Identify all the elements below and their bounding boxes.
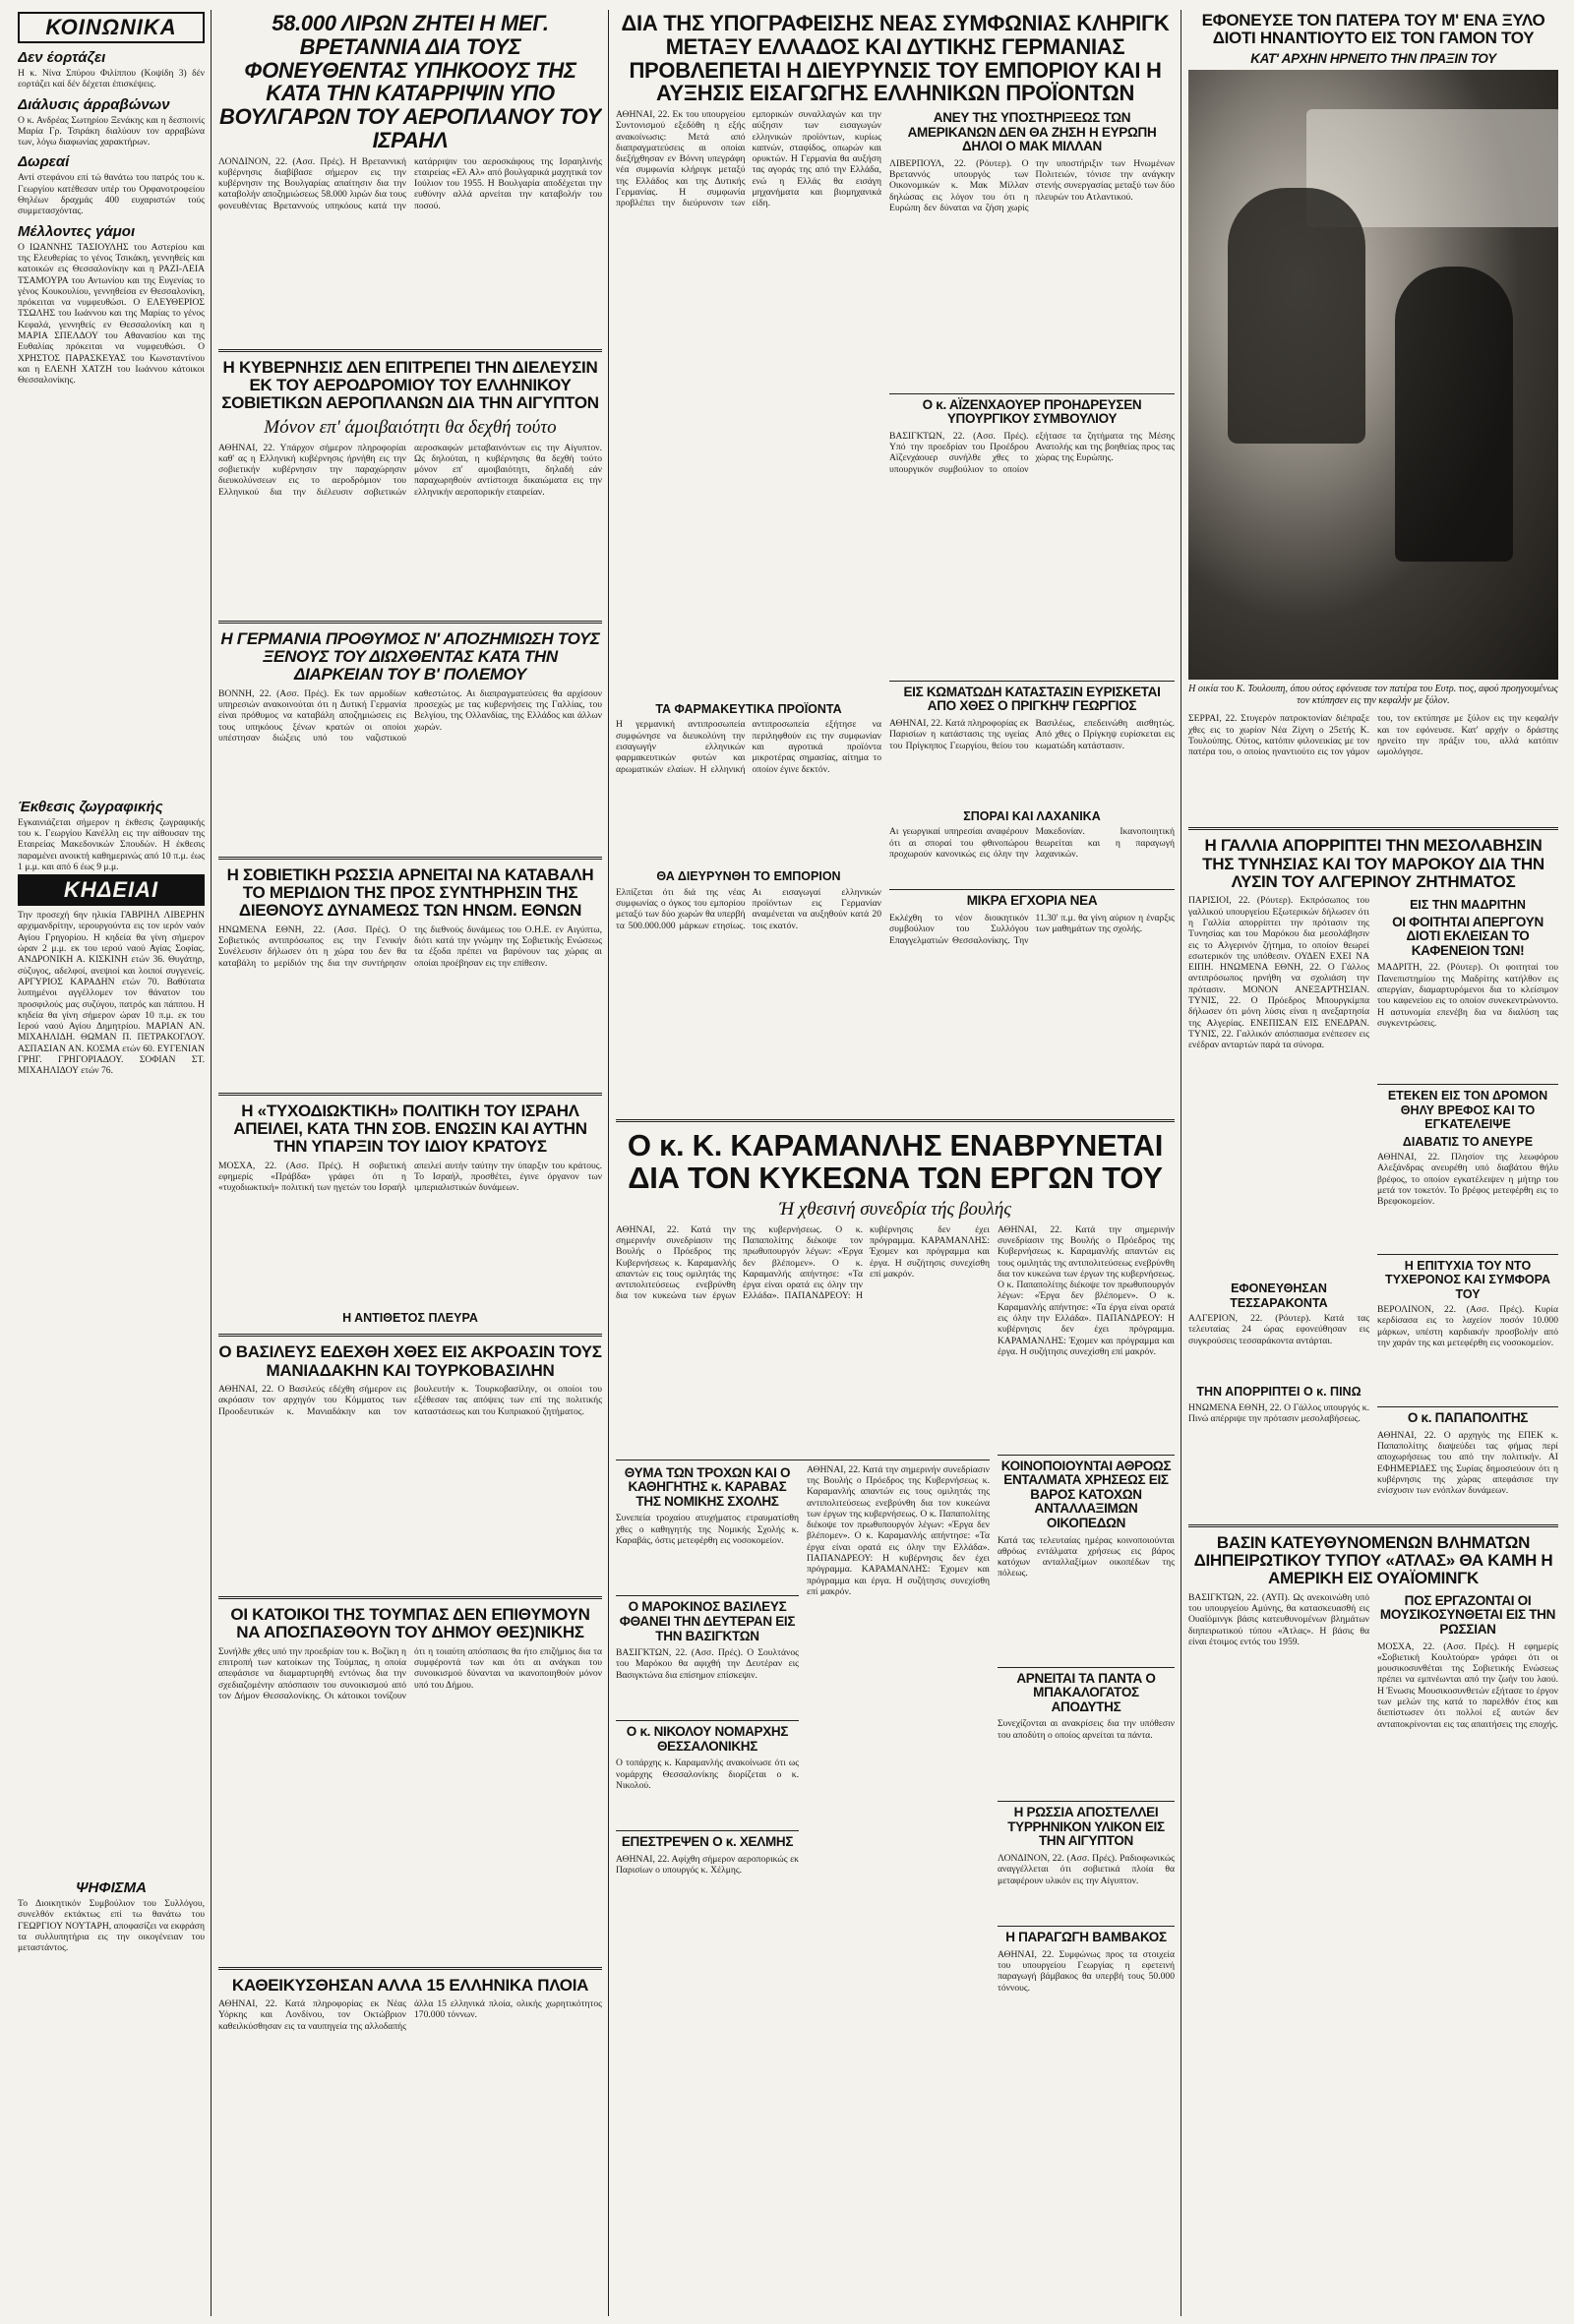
article (218, 864, 602, 1087)
article-body: Συνεχίζονται αι ανακρίσεις δια την υπόθεσιν του αποδύτη ο οποίος αρνείται τα πάντα. (998, 1718, 1175, 1741)
section-text: Ο κ. Ανδρέας Σωτηρίου Ξενάκης και η δεσποινίς Μαρία Γρ. Τσιράκη διαλύουν τον αρραβώνα των, λόγω διαφωνίας χαρακτήρων. (18, 114, 205, 149)
section-heading: Δεν έορτάζει (18, 49, 106, 66)
article-body: ΠΑΡΙΣΙΟΙ, 22. (Ρόυτερ). Εκπρόσωπος του γαλλικού υπουργείου Εξωτερικών δήλωσεν ότι η Γαλλία απορρίπτει την πρότασιν της Τυνησίας και του Μαρόκου δια μεσολάβησιν εις το Αλγερινόν ζήτημα, το οποίον θεωρεί εσωτερικόν της υπόθεσιν. ΟΥΔΕΝ ΕΧΕΙ ΝΑ ΕΙΠΗ. ΗΝΩΜΕΝΑ ΕΘΝΗ, 22. Ο Γάλλος αντιπρόσωπος ηρνήθη να σχολιάση την πρότασιν. ΜΟΝΟΝ ΑΝΕΞΑΡΤΗΣΙΑΝ. ΤΥΝΙΣ, 22. Ο Πρόεδρος Μπουργκίμπα δήλωσεν ότι μόνη λύσις είναι η ανεξαρτησία της Αλγερίας. ΕΝΕΠΙΣΑΝ ΕΙΣ ΕΝΕΔΡΑΝ. ΤΥΝΙΣ, 22. Γαλλικόν απόσπασμα ενέπεσεν εις ενέδραν ανταρτών παρά τα σύνορα. (1188, 895, 1369, 1051)
article-body: ΑΘΗΝΑΙ, 22. Ο Βασιλεύς εδέχθη σήμερον εις ακρόασιν τον αρχηγόν του Κόμματος των Προοδευτικών κ. Μανιαδάκην και τον βουλευτήν κ. Τουρκοβασίλην, οι οποίοι του εξέθεσαν τας απόψεις των επί της πολιτικής καταστάσεως και του Κυπριακού ζητήματος. (218, 1383, 602, 1417)
photo-caption: Η οικία του Κ. Τουλουπη, όπου ούτος εφόνευσε τον πατέρα του Ευτρ. τιος, αφού προηγουμένως τον κτύπησεν εις την κεφαλήν με ξύλον. (1188, 684, 1558, 707)
article-body: ΑΘΗΝΑΙ, 22. Πλησίον της λεωφόρου Αλεξάνδρας ανευρέθη υπό διαβάτου θήλυ βρέφος, το οποίον εγκατέλειψεν η μήτηρ του μετά τον τοκετόν. Το βρέφος μετεφέρθη εις το Βρεφοκομείον. (1377, 1151, 1558, 1208)
article-body-continued: ΑΘΗΝΑΙ, 22. Κατά την σημερινήν συνεδρίασιν της Βουλής ο Πρόεδρος της Κυβερνήσεως κ. Καραμανλής απαντών εις τους ομιλητάς της αντιπολιτεύσεως ενεβρύνθη δια τον κυκεώνα των έργων της κυβερνήσεως. Ο κ. Παπαπολίτης διέκοψε τον πρωθυπουργόν λέγων: «Έργα δεν βλέπομεν». Ο κ. Καραμανλής απήντησε: «Τα έργα είναι ορατά εις όλην την Ελλάδα». ΠΑΠΑΝΔΡΕΟΥ: Η κυβέρνησις δεν έχει πρόγραμμα. ΚΑΡΑΜΑΝΛΗΣ: Έχομεν και πρόγραμμα και έργα. Η συζήτησις συνεχίσθη επί μακρόν. (998, 1223, 1175, 1357)
article (218, 10, 602, 343)
article-body: ΛΙΒΕΡΠΟΥΛ, 22. (Ρόυτερ). Ο Βρεταννός υπουργός των Οικονομικών κ. Μακ Μίλλαν δηλώσας εις λόγον του ότι η Ευρώπη δεν δύναται να ζήση χωρίς την υποστήριξιν των Ηνωμένων Πολιτειών, τόνισε την ανάγκην στενής συνεργασίας μεταξύ των δύο πλευρών του Ατλαντικού. (889, 157, 1175, 213)
article-body: ΣΕΡΡΑΙ, 22. Στυγερόν πατροκτονίαν διέπραξε χθες εις το χωρίον Νέα Ζίχνη ο 25ετής Κ. Τουλούπης. Ούτος, κατόπιν φιλονεικίας με τον πατέρα του, ο οποίος ηναντιούτο εις τον γάμον του, τον εκτύπησε με ξύλον εις την κεφαλήν και τον εφόνευσε. Κατ' αρχήν ο δράστης ηρνείτο την πράξιν του, αλλά κατόπιν ωμολόγησε. (1188, 713, 1558, 758)
headline: ΕΦΟΝΕΥΣΕ ΤΟΝ ΠΑΤΕΡΑ ΤΟΥ Μ' ΕΝΑ ΞΥΛΟ ΔΙΟΤΙ ΗΝΑΝΤΙΟΥΤΟ ΕΙΣ ΤΟΝ ΓΑΜΟΝ ΤΟΥ (1201, 11, 1545, 48)
section-heading: Διάλυσις άρραβώνων (18, 95, 170, 113)
headline: ΟΙ ΦΟΙΤΗΤΑΙ ΑΠΕΡΓΟΥΝ ΔΙΟΤΙ ΕΚΛΕΙΣΑΝ ΤΟ ΚΑΦΕΝΕΙΟΝ ΤΩΝ! (1392, 914, 1544, 958)
article-body: ΒΑΣΙΓΚΤΩΝ, 22. (Ασσ. Πρές). Υπό την προεδρίαν του Προέδρου Αϊζενχάουερ συνήλθε χθες το υπουργικόν συμβούλιον το οποίον εξήτασε τα ζητήματα της Μέσης Ανατολής και της βοηθείας προς τας χώρας της Ευρώπης. (889, 430, 1175, 475)
article-body: ΑΘΗΝΑΙ, 22. Συμφώνως προς τα στοιχεία του υπουργείου Γεωργίας η εφετεινή παραγωγή βάμβακος θα υπερβή τους 50.000 τόννους. (998, 1948, 1175, 1994)
headline: ΟΙ ΚΑΤΟΙΚΟΙ ΤΗΣ ΤΟΥΜΠΑΣ ΔΕΝ ΕΠΙΘΥΜΟΥΝ ΝΑ ΑΠΟΣΠΑΣΘΟΥΝ ΤΟΥ ΔΗΜΟΥ ΘΕΣ)ΝΙΚΗΣ (230, 1604, 590, 1642)
koinonika-banner: ΚΟΙΝΩΝΙΚΑ (18, 12, 205, 43)
headline: ΚΟΙΝΟΠΟΙΟΥΝΤΑΙ ΑΘΡΟΩΣ ΕΝΤΑΛΜΑΤΑ ΧΡΗΣΕΩΣ ΕΙΣ ΒΑΡΟΣ ΚΑΤΟΧΩΝ ΑΝΤΑΛΛΑΞΙΜΩΝ ΟΙΚΟΠΕΔΩΝ (1000, 1458, 1172, 1530)
headline: ΑΝΕΥ ΤΗΣ ΥΠΟΣΤΗΡΙΞΕΩΣ ΤΩΝ ΑΜΕΡΙΚΑΝΩΝ ΔΕΝ ΘΑ ΖΗΣΗ Η ΕΥΡΩΠΗ ΔΗΛΟΙ Ο ΜΑΚ ΜΙΛΛΑΝ (907, 110, 1157, 154)
box-heading: Η ΕΠΙΤΥΧΙΑ ΤΟΥ ΝΤΟ ΤΥΧΕΡΟΝΟΣ ΚΑΙ ΣΥΜΦΟΡΑ ΤΟΥ (1384, 1258, 1551, 1301)
headline: Η ΓΑΛΛΙΑ ΑΠΟΡΡΙΠΤΕΙ ΤΗΝ ΜΕΣΟΛΑΒΗΣΙΝ ΤΗΣ ΤΥΝΗΣΙΑΣ ΚΑΙ ΤΟΥ ΜΑΡΟΚΟΥ ΔΙΑ ΤΗΝ ΛΥΣΙΝ ΤΟΥ ΑΛΓΕΡΙΝΟΥ ΖΗΤΗΜΑΤΟΣ (1202, 836, 1544, 892)
headline: Η ΓΕΡΜΑΝΙΑ ΠΡΟΘΥΜΟΣ Ν' ΑΠΟΖΗΜΙΩΣΗ ΤΟΥΣ ΞΕΝΟΥΣ ΤΟΥ ΔΙΩΧΘΕΝΤΑΣ ΚΑΤΑ ΤΗΝ ΔΙΑΡΚΕΙΑΝ ΤΟΥ Β' ΠΟΛΕΜΟΥ (220, 628, 600, 685)
section-text: Το Διοικητικόν Συμβούλιον του Συλλόγου, συνελθόν εκτάκτως επί τω θανάτω του ΓΕΩΡΓΙΟΥ ΝΟΥΤΑΡΗ, αποφασίζει να εκφράση τα συλλυπητήρια εις την οικογένειαν του μεταστάντος. (18, 1898, 205, 1954)
article-body: Εκλέχθη το νέον διοικητικόν συμβούλιον του Συλλόγου Επαγγελματιών Θεσσαλονίκης. Την 11.30' π.μ. θα γίνη αύριον η έναρξις των μαθημάτων της σχολής. (889, 913, 1175, 946)
box-subheading: ΔΙΑΒΑΤΙΣ ΤΟ ΑΝΕΥΡΕ (1402, 1134, 1534, 1149)
article-body: ΒΕΡΟΛΙΝΟΝ, 22. (Ασσ. Πρές). Κυρία κερδίσασα εις το λαχείον ποσόν 10.000 μάρκων, υπέστη καρδιακήν προσβολήν από την χαράν της και μετεφέρθη εις νοσοκομείον. (1377, 1304, 1558, 1348)
headline: ΘΥΜΑ ΤΩΝ ΤΡΟΧΩΝ ΚΑΙ Ο ΚΑΘΗΓΗΤΗΣ κ. ΚΑΡΑΒΑΣ ΤΗΣ ΝΟΜΙΚΗΣ ΣΧΟΛΗΣ (624, 1464, 791, 1509)
article-body: Συνήλθε χθες υπό την προεδρίαν του κ. Βοζίκη η επιτροπή των κατοίκων της Τούμπας, η οποία απεφάσισε να διαμαρτυρηθή εντόνως δια την σχεδιαζομένην απόσπασιν του συνοικισμού από τον Δήμον Θεσσαλονίκης. Οι κάτοικοι τονίζουν ότι η τοιαύτη απόσπασις θα ήτο επιζήμιος δια τα συμφέροντά των και ότι αι ανάγκαι του συνοικισμού δύνανται να ικανοποιηθούν μόνον υπό του Δήμου. (218, 1645, 602, 1701)
column-main-news (616, 10, 1175, 2024)
article-body: ΑΘΗΝΑΙ, 22. Αφίχθη σήμερον αεροπορικώς εκ Παρισίων ο υπουργός κ. Χέλμης. (616, 1853, 799, 1877)
article-body: ΒΟΝΝΗ, 22. (Ασσ. Πρές). Εκ των αρμοδίων υπηρεσιών ανακοινούται ότι η Δυτική Γερμανία είναι πρόθυμος να καταβάλη αποζημιώσεις εις τους υπηκόους ξένων κρατών οι οποίοι υπέστησαν διώξεις υπό του ναζιστικού καθεστώτος. Αι διαπραγματεύσεις θα αρχίσουν προσεχώς με τας κυβερνήσεις της Γαλλίας, του Βελγίου, της Ολλανδίας, της Ελλάδος και άλλων χωρών. (218, 687, 602, 744)
article (218, 1341, 602, 1590)
article-body: Αι γεωργικαί υπηρεσίαι αναφέρουν ότι αι σποραί του φθινοπώρου προχωρούν κανονικώς εις όλην την Μακεδονίαν. Ικανοποιητική θεωρείται και η παραγωγή λαχανικών. (889, 826, 1175, 861)
article-body: ΑΘΗΝΑΙ, 22. Υπάρχον σήμερον πληροφορίαι καθ' ας η Ελληνική κυβέρνησις ήρνήθη εις την σοβιετικήν κυβέρνησιν την παραχώρησιν διευκολύνσεων εις το αεροδρόμιον του Ελληνικού δια την διέλευσιν σοβιετικών αεροσκαφών μεταβαινόντων εις την Αίγυπτον. Ως δηλούται, η κυβέρνησις θα δεχθή τούτο μόνον επ' αμοιβαιότητι, δηλαδή εάν παραχωρηθούν αντίστοιχα δικαιώματα εις την ελληνικήν αεροπορικήν εταιρείαν. (218, 442, 602, 498)
headline: ΒΑΣΙΝ ΚΑΤΕΥΘΥΝΟΜΕΝΩΝ ΒΛΗΜΑΤΩΝ ΔΙΗΠΕΙΡΩΤΙΚΟΥ ΤΥΠΟΥ «ΑΤΛΑΣ» ΘΑ ΚΑΜΗ Η ΑΜΕΡΙΚΗ ΕΙΣ ΟΥΑΪΟΜΙΝΓΚ (1193, 1532, 1553, 1588)
article-body: Ελπίζεται ότι διά της νέας συμφωνίας ο όγκος του εμπορίου μεταξύ των δύο χωρών θα υπερβή τα 500.000.000 μάρκων ετησίως. Αι εισαγωγαί ελληνικών προϊόντων εις Γερμανίαν αναμένεται να αυξηθούν κατά 20 τοις εκατόν. (616, 886, 881, 931)
headline: ΚΑΘΕΙΚΥΣΘΗΣΑΝ ΑΛΛΑ 15 ΕΛΛΗΝΙΚΑ ΠΛΟΙΑ (231, 1975, 589, 1995)
news-photo (1188, 70, 1558, 680)
subsection-heading: ΤΗΝ ΑΠΟΡΡΙΠΤΕΙ Ο κ. ΠΙΝΩ (1196, 1385, 1362, 1400)
article-body: Ο τοπάρχης κ. Καραμανλής ανακοίνωσε ότι ως νομάρχης Θεσσαλονίκης διορίζεται ο κ. Νικολού. (616, 1758, 799, 1791)
box-heading: ΕΙΣ ΤΗΝ ΜΑΔΡΙΤΗΝ (1410, 898, 1526, 913)
headline: ΠΟΣ ΕΡΓΑΖΟΝΤΑΙ ΟΙ ΜΟΥΣΙΚΟΣΥΝΘΕΤΑΙ ΕΙΣ ΤΗΝ ΡΩΣΣΙΑΝ (1379, 1592, 1556, 1637)
headline: ΕΠΕΣΤΡΕΨΕΝ Ο κ. ΧΕΛΜΗΣ (621, 1834, 794, 1850)
article-body: ΑΘΗΝΑΙ, 22. Κατά πληροφορίας εκ Νέας Υόρκης και Λονδίνου, τον Οκτώβριον καθειλκύσθησαν εις τα ναυπηγεία της αλλοδαπής άλλα 15 ελληνικά πλοία, ολικής χωρητικότητος 170.000 τόννων. (218, 1997, 602, 2032)
box-heading: ΕΤΕΚΕΝ ΕΙΣ ΤΟΝ ΔΡΟΜΟΝ ΘΗΛΥ ΒΡΕΦΟΣ ΚΑΙ ΤΟ ΕΓΚΑΤΕΛΕΙΨΕ (1387, 1089, 1548, 1132)
subheadline: Μόνον επ' άμοιβαιότητι θα δεχθή τούτο (264, 416, 557, 438)
article (1188, 835, 1558, 1518)
column-rule (608, 10, 609, 2316)
article-body: ΒΑΣΙΓΚΤΩΝ, 22. (ΑΥΠ). Ως ανεκοινώθη υπό του υπουργείου Αμύνης, θα κατασκευασθή εις Ουαϊόμινγκ βάσις κατευθυνομένων βλημάτων διηπειρωτικού τύπου «Άτλας». Η βάσις θα είναι έτοιμος εντός του 1959. (1188, 1591, 1369, 1647)
column-rule (211, 10, 212, 2316)
article (616, 1127, 1175, 2018)
article-body: ΗΝΩΜΕΝΑ ΕΘΝΗ, 22. (Ασσ. Πρές). Ο Σοβιετικός αντιπρόσωπος εις την Γενικήν Συνέλευσιν δήλωσεν ότι η χώρα του δεν θα καταβάλη το μερίδιόν της δια την συντήρησιν της διεθνούς δυνάμεως του Ο.Η.Ε. εν Αιγύπτω, διότι κατά την γνώμην της Σοβιετικής Ενώσεως τα έξοδα πρέπει να βαρύνουν τας χώρας αι οποίαι προέβησαν εις την επίθεσιν. (218, 924, 602, 969)
subsection-heading: ΤΑ ΦΑΡΜΑΚΕΥΤΙΚΑ ΠΡΟΪΟΝΤΑ (655, 702, 842, 716)
section-heading: Δωρεαί (18, 153, 70, 171)
article-body: ΜΑΔΡΙΤΗ, 22. (Ρόυτερ). Οι φοιτηταί του Πανεπιστημίου της Μαδρίτης κατήλθον εις απεργίαν, διαμαρτυρόμενοι δια το κλείσιμον του καφενείου εις το οποίον συνεκεντρώνοντο. Η αστυνομία επενέβη δια να διαλύση τας συγκεντρώσεις. (1377, 962, 1558, 1029)
article (1188, 10, 1558, 821)
article-body: ΑΛΓΕΡΙΟΝ, 22. (Ρόυτερ). Κατά τας τελευταίας 24 ώρας εφονεύθησαν εις συγκρούσεις τεσσαράκοντα αντάρται. (1188, 1313, 1369, 1346)
section-text: Η κ. Νίνα Σπύρου Φιλίππου (Κοψίδη 3) δέν εορτάζει καί δέν δέχεται έπισκέψεις. (18, 68, 205, 90)
column-right (1188, 10, 1558, 1844)
article (218, 357, 602, 615)
headline: 58.000 ΛΙΡΩΝ ΖΗΤΕΙ Η ΜΕΓ. ΒΡΕΤΑΝΝΙΑ ΔΙΑ ΤΟΥΣ ΦΟΝΕΥΘΕΝΤΑΣ ΥΠΗΚΟΟΥΣ ΤΗΣ ΚΑΤΑ ΤΗΝ ΚΑΤΑΡΡΙΨΙΝ ΥΠΟ ΒΟΥΛΓΑΡΩΝ ΤΟΥ ΑΕΡΟΠΛΑΝΟΥ ΤΟΥ ΙΣΡΑΗΛ (219, 11, 601, 152)
article-body: ΑΘΗΝΑΙ, 22. Ο αρχηγός της ΕΠΕΚ κ. Παπαπολίτης διαψεύδει τας φήμας περί αποχωρήσεως του από την πολιτικήν. ΑΙ ΕΦΗΜΕΡΙΔΕΣ της Συρίας δημοσιεύουν ότι η κυβέρνησις της χώρας απεφάσισε την ενίσχυσιν των ενόπλων δυνάμεων. (1377, 1429, 1558, 1497)
section-heading: Έκθεσις ζωγραφικής (18, 798, 163, 815)
kideiai-banner: ΚΗΔΕΙΑΙ (18, 874, 205, 906)
subsection-heading: ΕΦΟΝΕΥΘΗΣΑΝ ΤΕΣΣΑΡΑΚΟΝΤΑ (1230, 1281, 1328, 1310)
section-text: Εγκαινιάζεται σήμερον η έκθεσις ζωγραφικής του κ. Γεωργίου Κανέλλη εις την αίθουσαν της Εταιρείας Μακεδονικών Σπουδών. Η έκθεσις παραμένει ανοικτή καθημερινώς από 10 π.μ. έως 1 μ.μ. και από 6 έως 9 μ.μ. (18, 816, 205, 872)
subsection-heading: ΘΑ ΔΙΕΥΡΥΝΘΗ ΤΟ ΕΜΠΟΡΙΟΝ (656, 869, 841, 884)
section-text: Ο ΙΩΑΝΝΗΣ ΤΑΣΙΟΥΛΗΣ του Αστερίου και της Ελευθερίας το γένος Τσικάκη, γεννηθείς και κατοικών εις Θεσσαλονίκην και η ΡΑΖΙ-ΛΕΙΑ ΤΣΑΜΟΥΡΑ του Αντωνίου και της Ευγενίας το γένος Κουκουλίου, γεννηθείσα εν Θεσσαλονίκη, πρόκειται να νυμφευθώσι. Ο ΕΛΕΥΘΕΡΙΟΣ ΤΣΩΛΗΣ του Ιωάννου και της Μαρίας το γένος Κεφαλά, γεννηθείς εν Θεσσαλονίκη και η ΜΑΡΙΑ ΣΠΕΛΔΟΥ του Αθανασίου και της Ευθαλίας πρόκειται να νυμφευθώσι. Ο ΧΡΗΣΤΟΣ ΠΑΡΑΣΚΕΥΑΣ του Κωνσταντίνου και η ΕΛΕΝΗ ΧΑΤΖΗ του Ιωάννου κάτοικοι Θεσσαλονίκης. (18, 241, 205, 387)
article-body: Κατά τας τελευταίας ημέρας κοινοποιούνται αθρόως εντάλματα χρήσεως εις βάρος κατόχων ανταλλαξίμων οικοπέδων της πόλεως. (998, 1534, 1175, 1579)
article-body: ΑΘΗΝΑΙ, 22. Κατά την σημερινήν συνεδρίασιν της Βουλής ο Πρόεδρος της Κυβερνήσεως κ. Καραμανλής απαντών εις τους ομιλητάς της αντιπολιτεύσεως ενεβρύνθη δια τον κυκεώνα των έργων της κυβερνήσεως. Ο κ. Παπαπολίτης διέκοψε τον πρωθυπουργόν λέγων: «Έργα δεν βλέπομεν». Ο κ. Καραμανλής απήντησε: «Τα έργα είναι ορατά εις όλην την Ελλάδα». ΠΑΠΑΝΔΡΕΟΥ: Η κυβέρνησις δεν έχει πρόγραμμα. ΚΑΡΑΜΑΝΛΗΣ: Έχομεν και πρόγραμμα και έργα. Η συζήτησις συνεχίσθη επί μακρόν. (616, 1223, 990, 1302)
article-body-continued: ΑΘΗΝΑΙ, 22. Κατά την σημερινήν συνεδρίασιν της Βουλής ο Πρόεδρος της Κυβερνήσεως κ. Καραμανλής απαντών εις τους ομιλητάς της αντιπολιτεύσεως ενεβρύνθη δια τον κυκεώνα των έργων της κυβερνήσεως. Ο κ. Παπαπολίτης διέκοψε τον πρωθυπουργόν λέγων: «Έργα δεν βλέπομεν». Ο κ. Καραμανλής απήντησε: «Τα έργα είναι ορατά εις όλην την Ελλάδα». ΠΑΠΑΝΔΡΕΟΥ: Η κυβέρνησις δεν έχει πρόγραμμα. ΚΑΡΑΜΑΝΛΗΣ: Έχομεν και πρόγραμμα και έργα. Η συζήτησις συνεχίσθη επί μακρόν. (807, 1463, 990, 1597)
article (1188, 1532, 1558, 1838)
article-body: ΜΟΣΧΑ, 22. (Ασσ. Πρές). Η εφημερίς «Σοβιετική Κουλτούρα» γράφει ότι οι μουσικοσυνθέται της Σοβιετικής Ενώσεως πρέπει να εμπνέωνται από την ζωήν του λαού. Η Ένωσις Μουσικοσυνθετών εξήτασε το έργον των μελών της κατά το παρελθόν έτος και διεπίστωσεν ότι πολλοί εξ αυτών δεν ανταποκρίνονται εις τας απαιτήσεις της εποχής. (1377, 1640, 1558, 1730)
column-social (18, 10, 205, 1954)
section-heading: ΨΗΦΙΣΜΑ (76, 1879, 147, 1897)
article (218, 1101, 602, 1328)
headline: ΜΙΚΡΑ ΕΓΧΟΡΙΑ ΝΕΑ (966, 893, 1098, 909)
newspaper-page (18, 10, 1558, 2316)
column-rule (1180, 10, 1181, 2316)
article-body: Συνεπεία τροχαίου ατυχήματος ετραυματίσθη χθες ο καθηγητής της Νομικής Σχολής κ. Καραβάς, όστις μετεφέρθη εις νοσοκομείον. (616, 1513, 799, 1547)
article-body: ΑΘΗΝΑΙ, 22. Κατά πληροφορίας εκ Παρισίων η κατάστασις της υγείας του Πρίγκηπος Γεωργίου, θείου του Βασιλέως, επεδεινώθη αισθητώς. Από χθες ο Πρίγκηψ ευρίσκεται εις κωματώδη κατάστασιν. (889, 718, 1175, 751)
article-body: ΗΝΩΜΕΝΑ ΕΘΝΗ, 22. Ο Γάλλος υπουργός κ. Πινώ απέρριψε την πρότασιν μεσολαβήσεως. (1188, 1401, 1369, 1424)
headline: Ο κ. ΠΑΠΑΠΟΛΙΤΗΣ (1407, 1410, 1529, 1426)
article (616, 10, 1175, 1113)
article (218, 1604, 602, 1961)
lead-headline: ΔΙΑ ΤΗΣ ΥΠΟΓΡΑΦΕΙΣΗΣ ΝΕΑΣ ΣΥΜΦΩΝΙΑΣ ΚΛΗΡΙΓΚ ΜΕΤΑΞΥ ΕΛΛΑΔΟΣ ΚΑΙ ΔΥΤΙΚΗΣ ΓΕΡΜΑΝΙΑΣ ΠΡΟΒΛΕΠΕΤΑΙ Η ΔΙΕΥΡΥΝΣΙΣ ΤΟΥ ΕΜΠΟΡΙΟΥ ΚΑΙ Η ΑΥΞΗΣΙΣ ΕΙΣΑΓΩΓΗΣ ΕΛΛΗΝΙΚΩΝ ΠΡΟΪΟΝΤΩΝ (621, 11, 1170, 106)
article-body: ΛΟΝΔΙΝΟΝ, 22. (Ασσ. Πρές). Ραδιοφωνικώς αναγγέλλεται ότι σοβιετικά πλοία θα μεταφέρουν υλικόν εις την Αίγυπτον. (998, 1853, 1175, 1886)
subsection-heading: Η ΑΝΤΙΘΕΤΟΣ ΠΛΕΥΡΑ (342, 1310, 478, 1325)
article-body: ΑΘΗΝΑΙ, 22. Εκ του υπουργείου Συντονισμού εξεδόθη η εξής ανακοίνωσις: Μετά από διαπραγματεύσεις αι οποίαι διεξήχθησαν εν Βόννη υπεγράφη νέα συμφωνία κλήριγκ μεταξύ της Ελλάδος και της Δυτικής Γερμανίας. Η συμφωνία προβλέπει την διεύρυνσιν των εμπορικών συναλλαγών και την αύξησιν των εισαγωγών ελληνικών προϊόντων, κυρίως καπνών, σταφίδος, οπωρών και ορυκτών. Η Γερμανία θα αυξήση τας αγοράς της από την Ελλάδα, ενώ η Ελλάς θα εισάγη μηχανήματα και βιομηχανικά είδη. (616, 109, 881, 209)
article-body: ΒΑΣΙΓΚΤΩΝ, 22. (Ασσ. Πρές). Ο Σουλτάνος του Μαρόκου θα αφιχθή την Δευτέραν εις Βασιγκτώνα δια επίσημον επίσκεψιν. (616, 1647, 799, 1681)
section-text: Αντί στεφάνου επί τώ θανάτω του πατρός του κ. Γεωργίου κατέθεσαν υπέρ του Ορφανοτροφείου Θηλέων δραχμάς 400 ευχαριστών τούς συμμετασχόντας. (18, 172, 205, 217)
subheadline: Ή χθεσινή συνεδρία τής βουλής (779, 1198, 1011, 1220)
headline: Η ΡΩΣΣΙΑ ΑΠΟΣΤΕΛΛΕΙ ΤΥΡΡΗΝΙΚΟΝ ΥΛΙΚΟΝ ΕΙΣ ΤΗΝ ΑΙΓΥΠΤΟΝ (1007, 1805, 1165, 1849)
article (218, 628, 602, 851)
headline: Ο κ. ΑΪΖΕΝΧΑΟΥΕΡ ΠΡΟΗΔΡΕΥΣΕΝ ΥΠΟΥΡΓΙΚΟΥ ΣΥΜΒΟΥΛΙΟΥ (922, 396, 1142, 427)
headline: Ο κ. ΝΙΚΟΛΟΥ ΝΟΜΑΡΧΗΣ ΘΕΣΣΑΛΟΝΙΚΗΣ (626, 1724, 789, 1754)
headline: ΕΙΣ ΚΩΜΑΤΩΔΗ ΚΑΤΑΣΤΑΣΙΝ ΕΥΡΙΣΚΕΤΑΙ ΑΠΟ ΧΘΕΣ Ο ΠΡΙΓΚΗΨ ΓΕΩΡΓΙΟΣ (903, 684, 1161, 714)
section-heading: Μέλλοντες γάμοι (18, 222, 136, 240)
headline: Ο ΜΑΡΟΚΙΝΟΣ ΒΑΣΙΛΕΥΣ ΦΘΑΝΕΙ ΤΗΝ ΔΕΥΤΕΡΑΝ ΕΙΣ ΤΗΝ ΒΑΣΙΓΚΤΩΝ (619, 1599, 796, 1643)
headline-karamanlis: Ο κ. Κ. ΚΑΡΑΜΑΝΛΗΣ ΕΝΑΒΡΥΝΕΤΑΙ ΔΙΑ ΤΟΝ ΚΥΚΕΩΝΑ ΤΩΝ ΕΡΓΩΝ ΤΟΥ (627, 1127, 1164, 1196)
headline: Η «ΤΥΧΟΔΙΩΚΤΙΚΗ» ΠΟΛΙΤΙΚΗ ΤΟΥ ΙΣΡΑΗΛ ΑΠΕΙΛΕΙ, ΚΑΤΑ ΤΗΝ ΣΟΒ. ΕΝΩΣΙΝ ΚΑΙ ΑΥΤΗΝ ΤΗΝ ΥΠΑΡΞΙΝ ΤΟΥ ΙΔΙΟΥ ΚΡΑΤΟΥΣ (233, 1101, 587, 1157)
article-body: Η γερμανική αντιπροσωπεία συμφώνησε να διευκολύνη την εισαγωγήν ελληνικών φαρμακευτικών φυτών και αρωματικών ελαίων. Η ελληνική αντιπροσωπεία εξήτησε να περιληφθούν εις την συμφωνίαν και αγροτικά προϊόντα μικροτέρας σημασίας, αίτημα το οποίον έγινε δεκτόν. (616, 719, 881, 775)
headline: Η ΠΑΡΑΓΩΓΗ ΒΑΜΒΑΚΟΣ (1005, 1930, 1167, 1945)
headline: Η ΚΥΒΕΡΝΗΣΙΣ ΔΕΝ ΕΠΙΤΡΕΠΕΙ ΤΗΝ ΔΙΕΛΕΥΣΙΝ ΕΚ ΤΟΥ ΑΕΡΟΔΡΟΜΙΟΥ ΤΟΥ ΕΛΛΗΝΙΚΟΥ ΣΟΒΙΕΤΙΚΩΝ ΑΕΡΟΠΛΑΝΩΝ ΔΙΑ ΤΗΝ ΑΙΓΥΠΤΟΝ (221, 357, 599, 413)
column-world-news (218, 10, 602, 2113)
headline: ΑΡΝΕΙΤΑΙ ΤΑ ΠΑΝΤΑ Ο ΜΠΑΚΑΛΟΓΑΤΟΣ ΑΠΟΔΥΤΗΣ (1016, 1670, 1156, 1714)
subheadline: ΚΑΤ' ΑΡΧΗΝ ΗΡΝΕΙΤΟ ΤΗΝ ΠΡΑΞΙΝ ΤΟΥ (1250, 50, 1496, 66)
subsection-heading: ΣΠΟΡΑΙ ΚΑΙ ΛΑΧΑΝΙΚΑ (963, 809, 1101, 824)
article (218, 1975, 602, 2107)
headline: Ο ΒΑΣΙΛΕΥΣ ΕΔΕΧΘΗ ΧΘΕΣ ΕΙΣ ΑΚΡΟΑΣΙΝ ΤΟΥΣ ΜΑΝΙΑΔΑΚΗΝ ΚΑΙ ΤΟΥΡΚΟΒΑΣΙΛΗΝ (218, 1342, 602, 1380)
headline: Η ΣΟΒΙΕΤΙΚΗ ΡΩΣΣΙΑ ΑΡΝΕΙΤΑΙ ΝΑ ΚΑΤΑΒΑΛΗ ΤΟ ΜΕΡΙΔΙΟΝ ΤΗΣ ΠΡΟΣ ΣΥΝΤΗΡΗΣΙΝ ΤΗΣ ΔΙΕΘΝΟΥΣ ΔΥΝΑΜΕΩΣ ΤΩΝ ΗΝΩΜ. ΕΘΝΩΝ (226, 864, 594, 921)
article-body: ΛΟΝΔΙΝΟΝ, 22. (Ασσ. Πρές). Η Βρεταννική κυβέρνησις διαβίβασε σήμερον εις την κυβέρνησιν της Βουλγαρίας απαίτησιν δια την καταβολήν αποζημιώσεως 58.000 λιρών δια τους φονευθέντας Βρεταννούς υπηκόους κατά την κατάρριψιν του αεροσκάφους της Ισραηλινής εταιρείας «Ελ Αλ» από βουλγαρικά μαχητικά τον Ιούλιον του 1955. Η Βουλγαρία αποδέχεται την ευθύνην αλλά αρνείται την καταβολήν του ποσού. (218, 155, 602, 211)
article-body: ΜΟΣΧΑ, 22. (Ασσ. Πρές). Η σοβιετική εφημερίς «Πράβδα» γράφει ότι η «τυχοδιωκτική» πολιτική των ηγετών του Ισραήλ απειλεί αυτήν ταύτην την ύπαρξιν του κράτους. Το Ισραήλ, προσθέτει, έγινε όργανον των ιμπεριαλιστικών δυνάμεων. (218, 1160, 602, 1194)
section-text: Την προσεχή 6ην ηλικία ΓΑΒΡΙΗΛ ΛΙΒΕΡΗΝ αρχιμανδρίτην, ιερουργούντα εις τον ιερόν ναόν Αγίου Γρηγορίου. Η κηδεία θα γίνη σήμερον ώραν 2 μ.μ. εκ του ιερού ναού Αγίας Σοφίας. ΑΝΔΡΟΝΙΚΗ Α. ΚΙΣΚΙΝΗ ετών 36. Θυγάτηρ, σύζυγος, αδελφοί, ανεψιοί και λοιποί συγγενείς. ΑΡΓΥΡΙΟΣ ΚΑΡΑΔΗΝ ετών 70. Βαθύτατα λυπημένοι αγγέλλομεν τον θάνατον του προσφιλούς μας συζύγου, πατρός και πάππου. Η κηδεία θα γίνη σήμερον ώραν 10 π.μ. εκ του Ιερού ναού Αγίου Δημητρίου. ΜΑΡΙΑΝ ΑΝ. ΜΙΧΑΗΛΙΔΗ. ΘΩΜΑΝ Π. ΠΕΤΡΑΚΟΓΛΟΥ. ΑΣΠΑΣΙΑΝ ΑΝ. ΚΟΣΜΑ ετών 60. ΕΥΓΕΝΙΑΝ ΓΡΗΓ. ΓΡΗΓΟΡΙΑΔΟΥ. ΣΟΦΙΑΝ ΣΤ. ΜΙΧΑΗΛΙΔΟΥ ετών 76. (18, 910, 205, 1077)
